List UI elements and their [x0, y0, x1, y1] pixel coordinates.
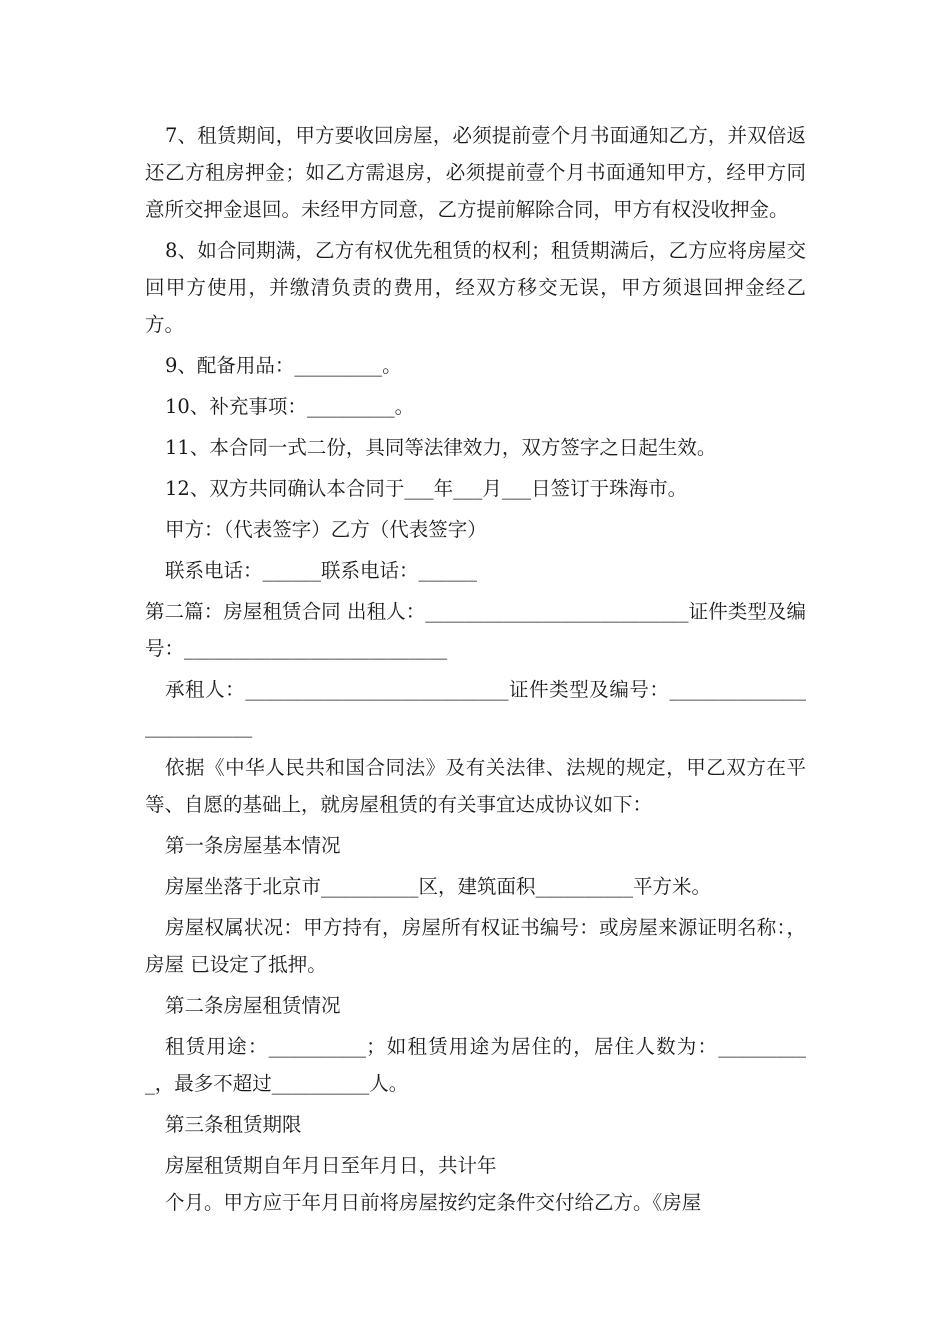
clause-10: 10、补充事项：_________。	[165, 395, 415, 418]
lease-term: 房屋租赁期自年月日至年月日，共计年	[165, 1154, 497, 1177]
clause-8: 8、如合同期满，乙方有权优先租赁的权利；租赁期满后，乙方应将房屋交回甲方使用，并缴清负责的费用，经双方移交无误，甲方须退回押金经乙方。	[145, 239, 806, 336]
property-location: 房屋坐落于北京市__________区，建筑面积__________平方米。	[165, 875, 712, 898]
article-1-heading: 第一条房屋基本情况	[165, 834, 341, 857]
clause-9: 9、配备用品：_________。	[165, 354, 402, 377]
clause-7: 7、租赁期间，甲方要收回房屋，必须提前壹个月书面通知乙方，并双倍返还乙方租房押金；如乙方需退房，必须提前壹个月书面通知甲方，经甲方同意所交押金退回。未经甲方同意，乙方提前解除合同，甲方有权没收押金。	[145, 124, 806, 221]
phone-line: 联系电话：______联系电话：______	[165, 559, 478, 582]
lessee-line: 承租人：___________________________证件类型及编号：_________________________	[145, 678, 806, 738]
ownership-status: 房屋权属状况：甲方持有，房屋所有权证书编号：或房屋来源证明名称：，房屋 已设定了抵押。	[145, 916, 806, 976]
section-two-heading: 第二篇：房屋租赁合同 出租人：___________________________证件类型及编号：___________________________	[145, 600, 806, 660]
clause-12: 12、双方共同确认本合同于___年___月___日签订于珠海市。	[165, 477, 688, 500]
lease-purpose: 租赁用途：__________；如租赁用途为居住的，居住人数为：__________，最多不超过__________人。	[145, 1035, 806, 1095]
preamble: 依据《中华人民共和国合同法》及有关法律、法规的规定，甲乙双方在平等、自愿的基础上，就房屋租赁的有关事宜达成协议如下：	[145, 756, 806, 816]
article-3-heading: 第三条租赁期限	[165, 1113, 302, 1136]
clause-11: 11、本合同一式二份，具同等法律效力，双方签字之日起生效。	[165, 436, 717, 459]
signature-line: 甲方：（代表签字）乙方（代表签字）	[165, 518, 487, 541]
article-2-heading: 第二条房屋租赁情况	[165, 994, 341, 1017]
delivery-terms: 个月。甲方应于年月日前将房屋按约定条件交付给乙方。《房屋	[165, 1191, 702, 1214]
